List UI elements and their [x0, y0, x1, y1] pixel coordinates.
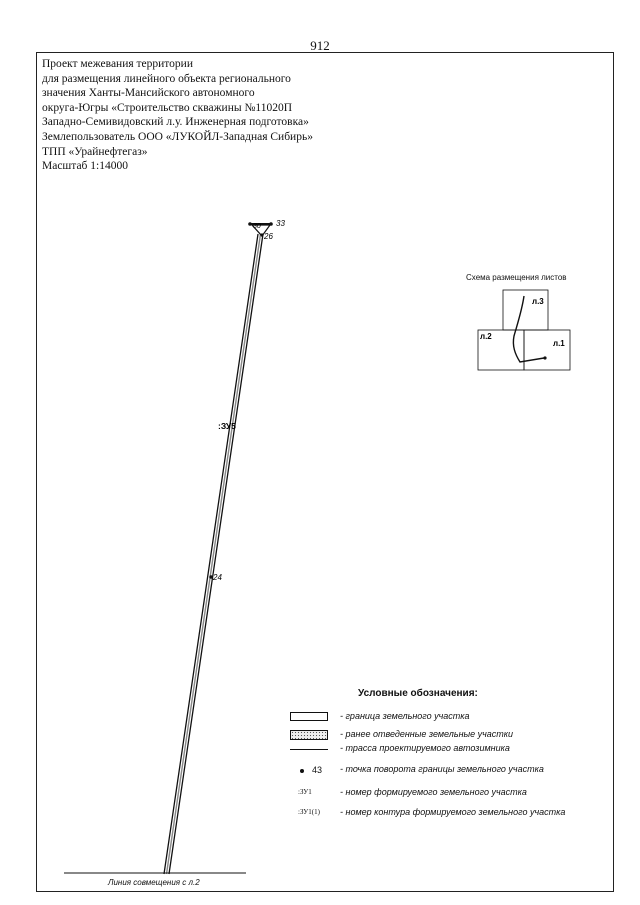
legend-symbol — [286, 710, 332, 724]
title-line: Масштаб 1:14000 — [42, 160, 128, 173]
sheet-3-label: л.3 — [532, 297, 544, 306]
legend-code: :ЗУ1 — [298, 788, 312, 796]
legend-item-contour-number — [286, 806, 606, 822]
legend-symbol — [286, 728, 332, 742]
legend-point-number: 43 — [312, 765, 323, 775]
legend-item-turn-point — [286, 763, 606, 779]
legend-text: - трасса проектируемого автозимника — [340, 743, 510, 753]
legend-text: - точка поворота границы земельного участка — [340, 764, 544, 774]
sheet-1-label: л.1 — [553, 339, 565, 348]
legend-item-road-route — [286, 742, 606, 758]
title-line: Проект межевания территории — [42, 58, 193, 70]
legend-code: :ЗУ1(1) — [298, 808, 320, 816]
point-label-33: 33 — [276, 219, 285, 228]
legend-text: - номер контура формируемого земельного участка — [340, 807, 566, 817]
sheet-3-box — [503, 290, 548, 330]
page-number: 912 — [310, 38, 330, 53]
sheet-1-box — [524, 330, 570, 370]
legend-symbol — [286, 742, 332, 756]
road-corridor — [164, 234, 263, 874]
legend-item-parcel-boundary — [286, 710, 606, 726]
legend-item-parcel-number — [286, 786, 606, 802]
title-line: значения Ханты-Мансийского автономного — [42, 87, 255, 100]
legend-symbol — [286, 786, 332, 800]
legend-text: - ранее отведенные земельные участки — [340, 729, 514, 739]
parcel-label: :ЗУ5 — [218, 421, 236, 431]
combination-line-label: Линия совмещения с л.2 — [108, 878, 200, 887]
point-label-30: 30 — [253, 223, 261, 230]
legend-symbol — [286, 763, 332, 777]
legend-text: - граница земельного участка — [340, 711, 470, 721]
title-line: ТПП «Урайнефтегаз» — [42, 145, 148, 158]
point-dot-icon — [300, 769, 304, 773]
title-line: Землепользователь ООО «ЛУКОЙЛ-Западная Сибирь» — [42, 130, 313, 143]
title-line: Западно-Семивидовский л.у. Инженерная подготовка» — [42, 116, 309, 129]
title-line: округа-Югры «Строительство скважины №11020П — [42, 101, 293, 114]
legend-symbol — [286, 806, 332, 820]
sheet-2-label: л.2 — [480, 332, 492, 341]
sheet-scheme — [478, 290, 570, 370]
legend-text: - номер формируемого земельного участка — [340, 787, 527, 797]
point-label-24: 24 — [213, 573, 222, 582]
title-line: для размещения линейного объекта регионального — [42, 72, 291, 85]
legend-title: Условные обозначения: — [358, 688, 478, 699]
sheet-scheme-title: Схема размещения листов — [466, 273, 567, 282]
point-label-26: 26 — [264, 232, 273, 241]
